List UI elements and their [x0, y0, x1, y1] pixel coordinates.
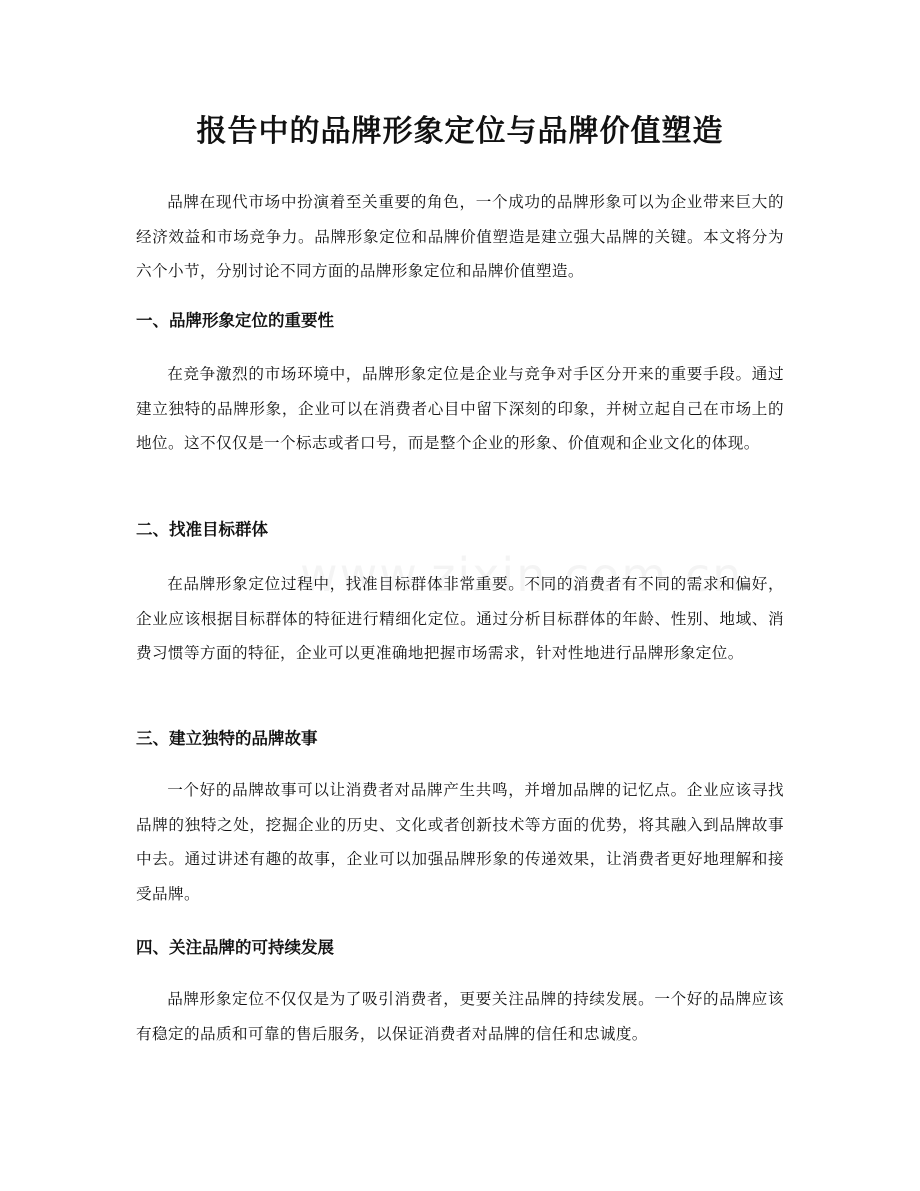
section-heading-2: 二、找准目标群体 [136, 520, 268, 539]
section-body-4: 品牌形象定位不仅仅是为了吸引消费者，更要关注品牌的持续发展。一个好的品牌应该有稳定的品质和可靠的售后服务，以保证消费者对品牌的信任和忠诚度。 [136, 990, 784, 1043]
page-title: 报告中的品牌形象定位与品牌价值塑造 [196, 114, 724, 149]
section-heading-3: 三、建立独特的品牌故事 [136, 729, 318, 748]
section-heading-1: 一、品牌形象定位的重要性 [136, 311, 334, 330]
section-body-1: 在竞争激烈的市场环境中，品牌形象定位是企业与竞争对手区分开来的重要手段。通过建立独特的品牌形象，企业可以在消费者心目中留下深刻的印象，并树立起自己在市场上的地位。这不仅仅是一个标志或者口号，而是整个企业的形象、价值观和企业文化的体现。 [136, 365, 784, 452]
section-body-3: 一个好的品牌故事可以让消费者对品牌产生共鸣，并增加品牌的记忆点。企业应该寻找品牌的独特之处，挖掘企业的历史、文化或者创新技术等方面的优势，将其融入到品牌故事中去。通过讲述有趣的故事，企业可以加强品牌形象的传递效果，让消费者更好地理解和接受品牌。 [136, 781, 784, 903]
section-body-2: 在品牌形象定位过程中，找准目标群体非常重要。不同的消费者有不同的需求和偏好，企业应该根据目标群体的特征进行精细化定位。通过分析目标群体的年龄、性别、地域、消费习惯等方面的特征，企业可以更准确地把握市场需求，针对性地进行品牌形象定位。 [136, 575, 784, 662]
intro-paragraph: 品牌在现代市场中扮演着至关重要的角色，一个成功的品牌形象可以为企业带来巨大的经济效益和市场竞争力。品牌形象定位和品牌价值塑造是建立强大品牌的关键。本文将分为六个小节，分别讨论不同方面的品牌形象定位和品牌价值塑造。 [136, 193, 784, 280]
section-heading-4: 四、关注品牌的可持续发展 [136, 938, 334, 957]
